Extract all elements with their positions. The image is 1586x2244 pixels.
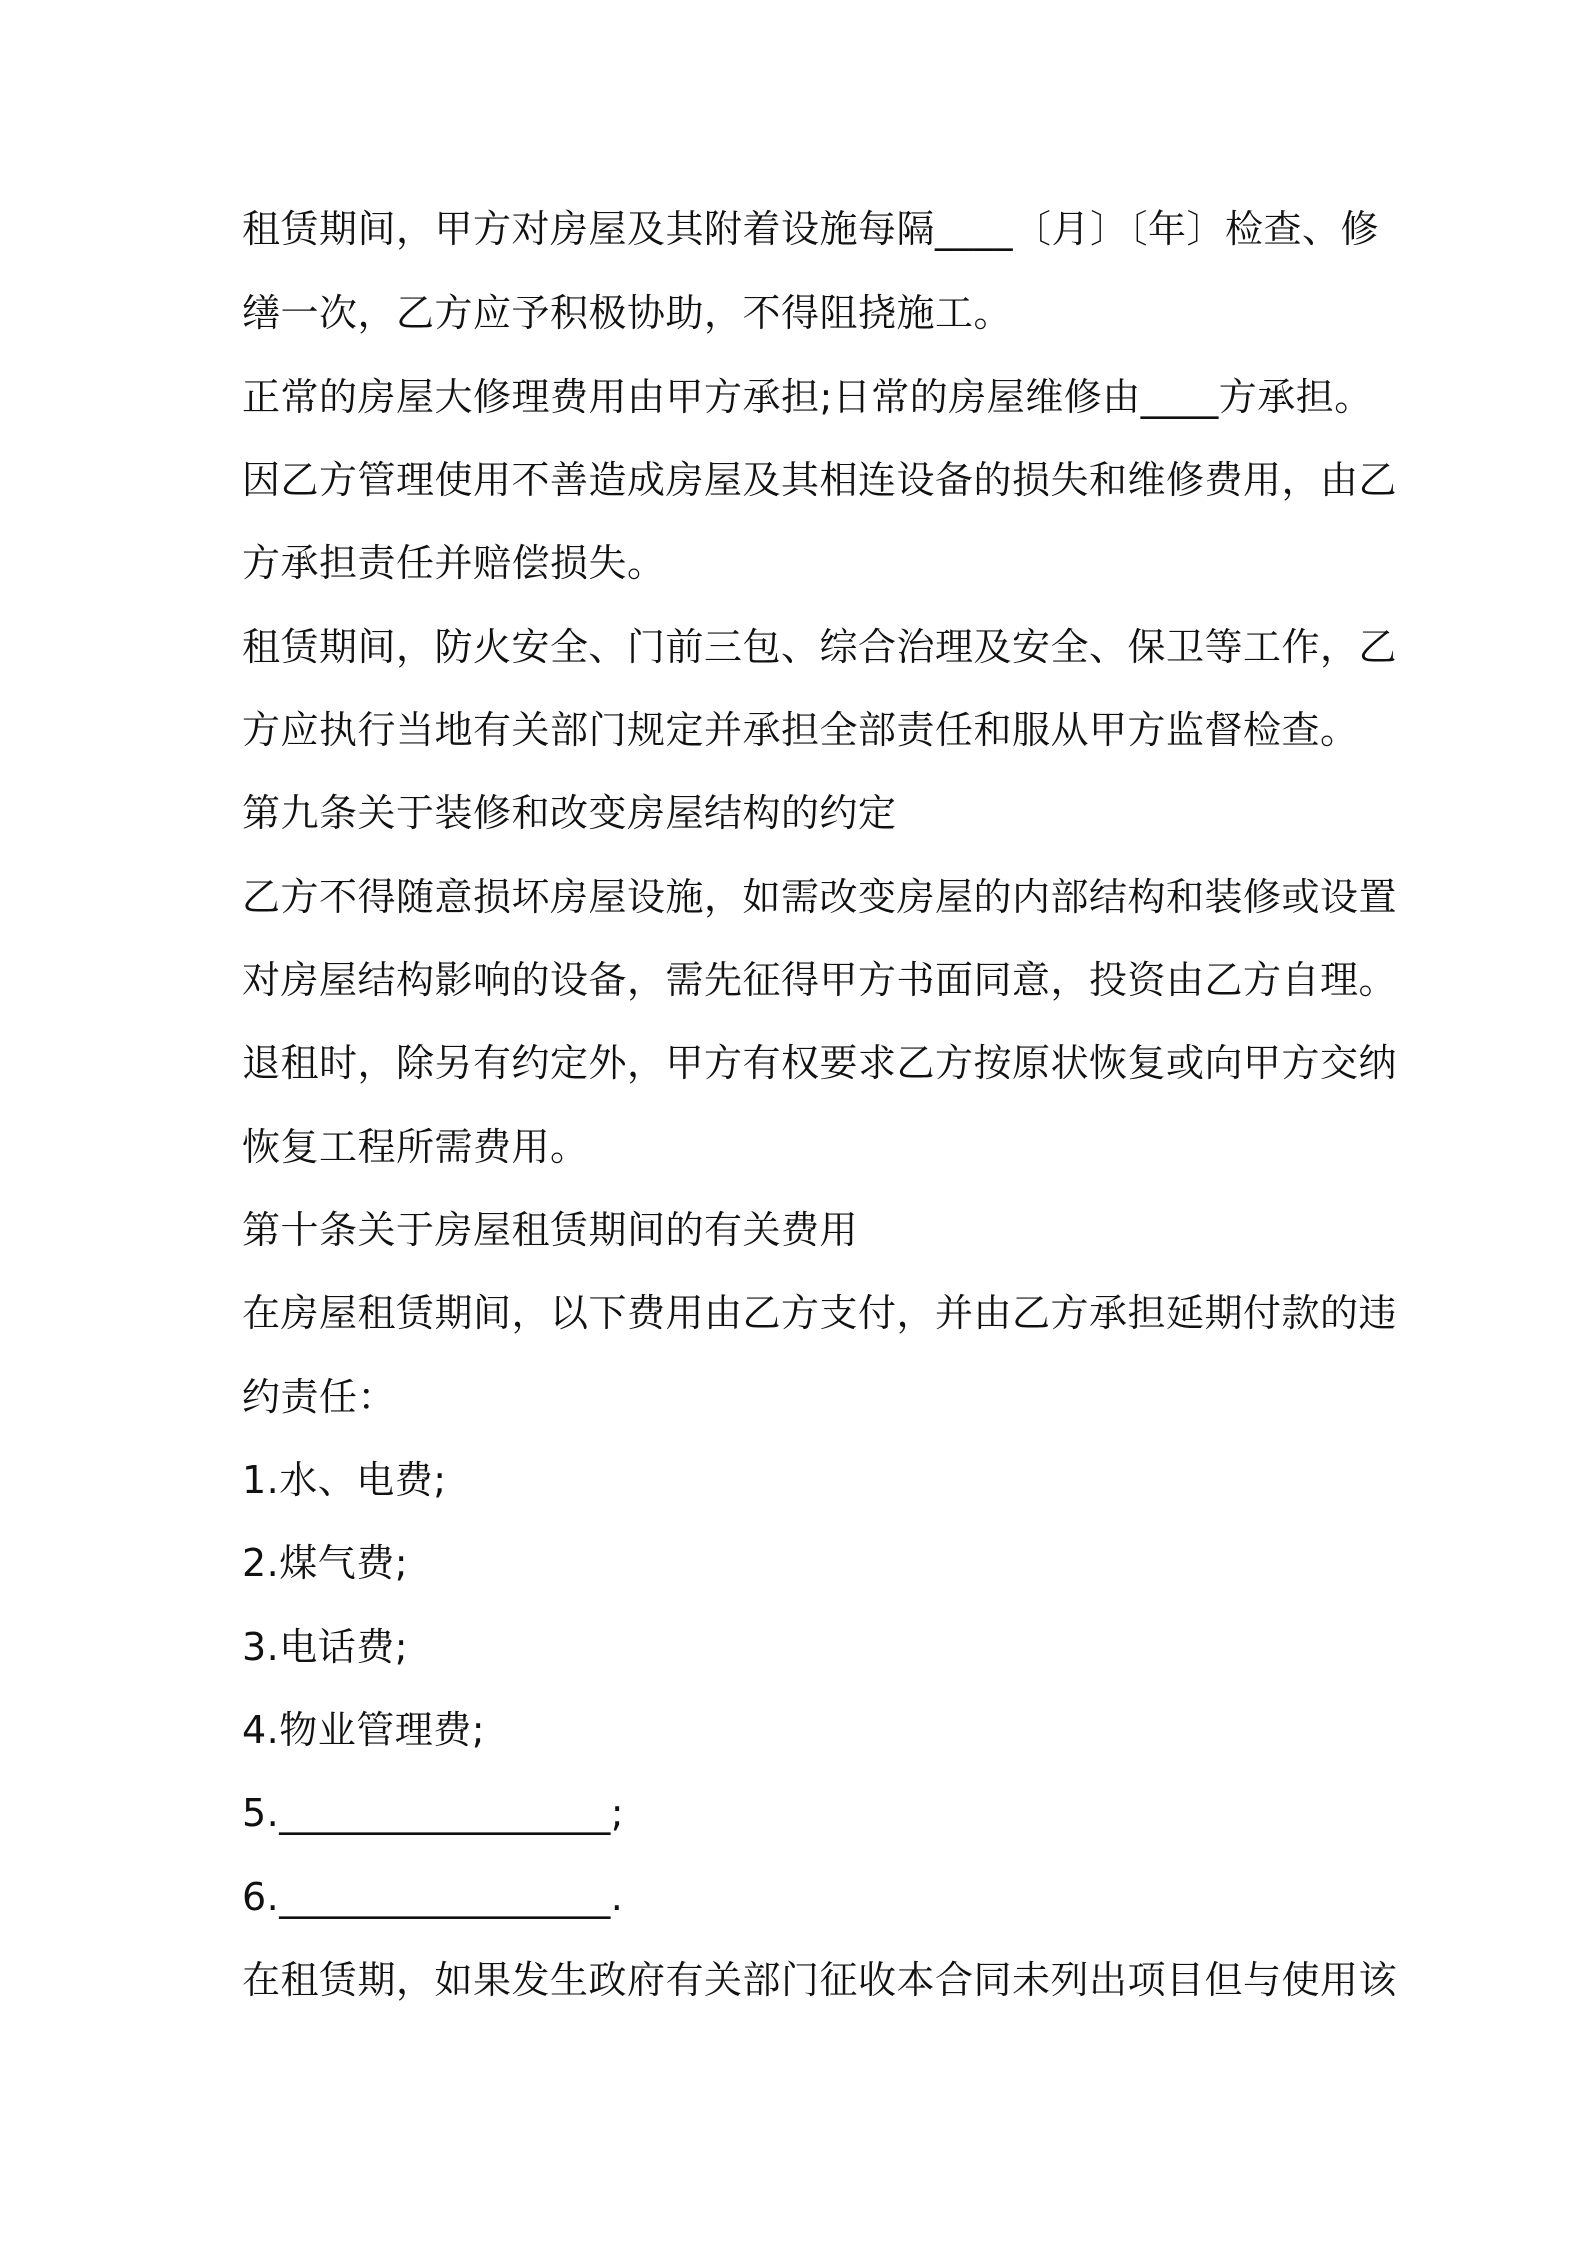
text-line: 约责任： <box>242 1375 397 1419</box>
list-item: 2.煤气费; <box>242 1541 409 1585</box>
section-heading: 第十条关于房屋租赁期间的有关费用 <box>242 1208 859 1252</box>
text-line: 因乙方管理使用不善造成房屋及其相连设备的损失和维修费用，由乙 <box>242 458 1398 502</box>
text-line: 退租时，除另有约定外，甲方有权要求乙方按原状恢复或向甲方交纳 <box>242 1041 1398 1085</box>
text-line: 正常的房屋大修理费用由甲方承担;日常的房屋维修由____方承担。 <box>242 375 1373 419</box>
list-item: 1.水、电费; <box>242 1458 447 1502</box>
text-line: 租赁期间，防火安全、门前三包、综合治理及安全、保卫等工作，乙 <box>242 625 1398 669</box>
text-line: 乙方不得随意损坏房屋设施，如需改变房屋的内部结构和装修或设置 <box>242 875 1398 919</box>
list-item: 6._________________. <box>242 1875 624 1919</box>
text-line: 在房屋租赁期间，以下费用由乙方支付，并由乙方承担延期付款的违 <box>242 1291 1398 1335</box>
text-line: 对房屋结构影响的设备，需先征得甲方书面同意，投资由乙方自理。 <box>242 958 1398 1002</box>
text-line: 恢复工程所需费用。 <box>242 1125 589 1169</box>
text-line: 缮一次，乙方应予积极协助，不得阻挠施工。 <box>242 291 1013 335</box>
text-line: 在租赁期，如果发生政府有关部门征收本合同未列出项目但与使用该 <box>242 1958 1398 2002</box>
list-item: 4.物业管理费; <box>242 1708 486 1752</box>
text-line: 租赁期间，甲方对房屋及其附着设施每隔____〔月〕〔年〕检查、修 <box>242 207 1380 251</box>
text-line: 方承担责任并赔偿损失。 <box>242 541 666 585</box>
text-line: 方应执行当地有关部门规定并承担全部责任和服从甲方监督检查。 <box>242 708 1359 752</box>
section-heading: 第九条关于装修和改变房屋结构的约定 <box>242 791 897 835</box>
list-item: 5._________________; <box>242 1791 625 1835</box>
list-item: 3.电话费; <box>242 1625 409 1669</box>
